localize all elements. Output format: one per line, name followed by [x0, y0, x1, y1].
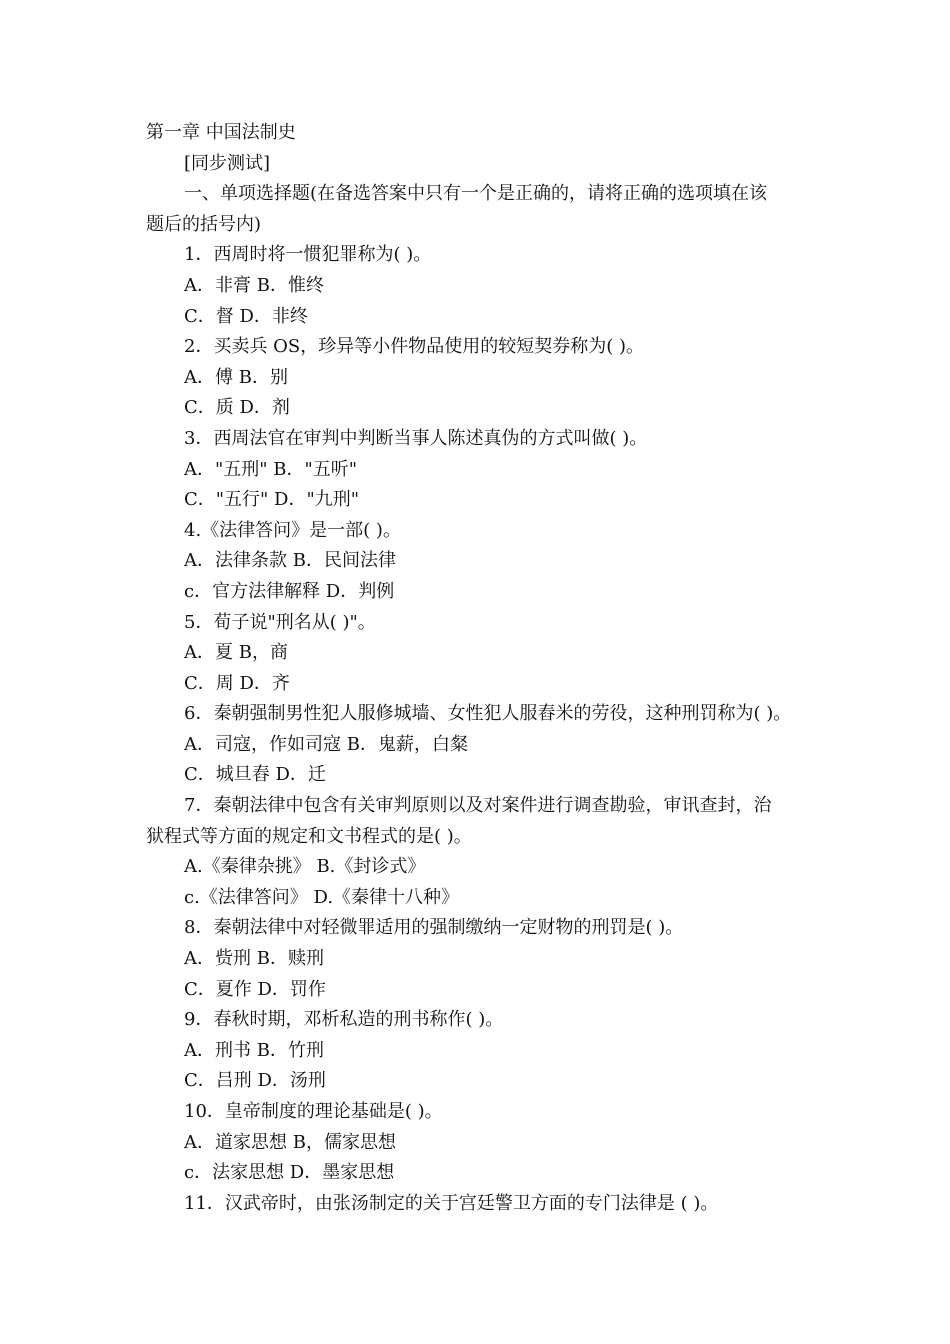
option-line: A.《秦律杂挑》 B.《封诊式》 [184, 856, 426, 878]
intro-paragraph-line-1: 一、单项选择题(在备选答案中只有一个是正确的，请将正确的选项填在该 [184, 183, 768, 205]
question-7-line-2: 狱程式等方面的规定和文书程式的是( )。 [146, 825, 472, 847]
option-line: C．督 D．非终 [184, 305, 308, 327]
option-line: A．夏 B，商 [184, 642, 288, 664]
question-line: 8．秦朝法律中对轻微罪适用的强制缴纳一定财物的刑罚是( )。 [184, 917, 684, 939]
option-line: A．法律条款 B．民间法律 [184, 550, 396, 572]
question-line: 2．买卖兵 OS，珍异等小件物品使用的较短契券称为( )。 [184, 336, 645, 358]
option-line: A．道家思想 B，儒家思想 [184, 1131, 396, 1153]
option-line: C．吕刑 D．汤刑 [184, 1070, 326, 1092]
section-label: [同步测试] [184, 152, 271, 174]
question-7-line-1: 7．秦朝法律中包含有关审判原则以及对案件进行调查勘验，审讯查封，治 [184, 795, 772, 817]
option-line: A．非膏 B．惟终 [184, 274, 324, 296]
question-line: 4.《法律答问》是一部( )。 [184, 519, 401, 541]
question-line: 1．西周时将一惯犯罪称为( )。 [184, 244, 432, 266]
document-page [146, 118, 814, 1219]
question-line: 6．秦朝强制男性犯人服修城墙、女性犯人服舂米的劳役，这种刑罚称为( )。 [184, 703, 792, 725]
option-line: c．法家思想 D．墨家思想 [184, 1162, 395, 1184]
intro-paragraph-line-2: 题后的括号内) [146, 213, 262, 235]
option-line: A．赀刑 B．赎刑 [184, 948, 324, 970]
option-line: C．"五行" D．"九刑" [184, 489, 360, 511]
question-line: 5．荀子说"刑名从( )"。 [184, 611, 376, 633]
option-line: C．夏作 D．罚作 [184, 978, 326, 1000]
option-line: A．司寇，作如司寇 B．鬼薪，白粲 [184, 733, 468, 755]
option-line: C．周 D．齐 [184, 672, 290, 694]
question-line: 3．西周法官在审判中判断当事人陈述真伪的方式叫做( )。 [184, 427, 648, 449]
question-line: 11．汉武帝时，由张汤制定的关于宫廷警卫方面的专门法律是 ( )。 [184, 1192, 719, 1214]
option-line: A．傅 B．别 [184, 366, 288, 388]
option-line: C．城旦舂 D．迁 [184, 764, 326, 786]
chapter-title: 第一章 中国法制史 [146, 122, 296, 143]
option-line: C．质 D．剂 [184, 397, 290, 419]
question-line: 9．春秋时期，邓析私造的刑书称作( )。 [184, 1009, 504, 1031]
option-line: A．"五刑" B．"五听" [184, 458, 358, 480]
option-line: c．官方法律解释 D．判例 [184, 580, 395, 602]
option-line: c.《法律答问》 D.《秦律十八种》 [184, 886, 460, 908]
option-line: A．刑书 B．竹刑 [184, 1039, 324, 1061]
question-line: 10．皇帝制度的理论基础是( )。 [184, 1101, 443, 1122]
